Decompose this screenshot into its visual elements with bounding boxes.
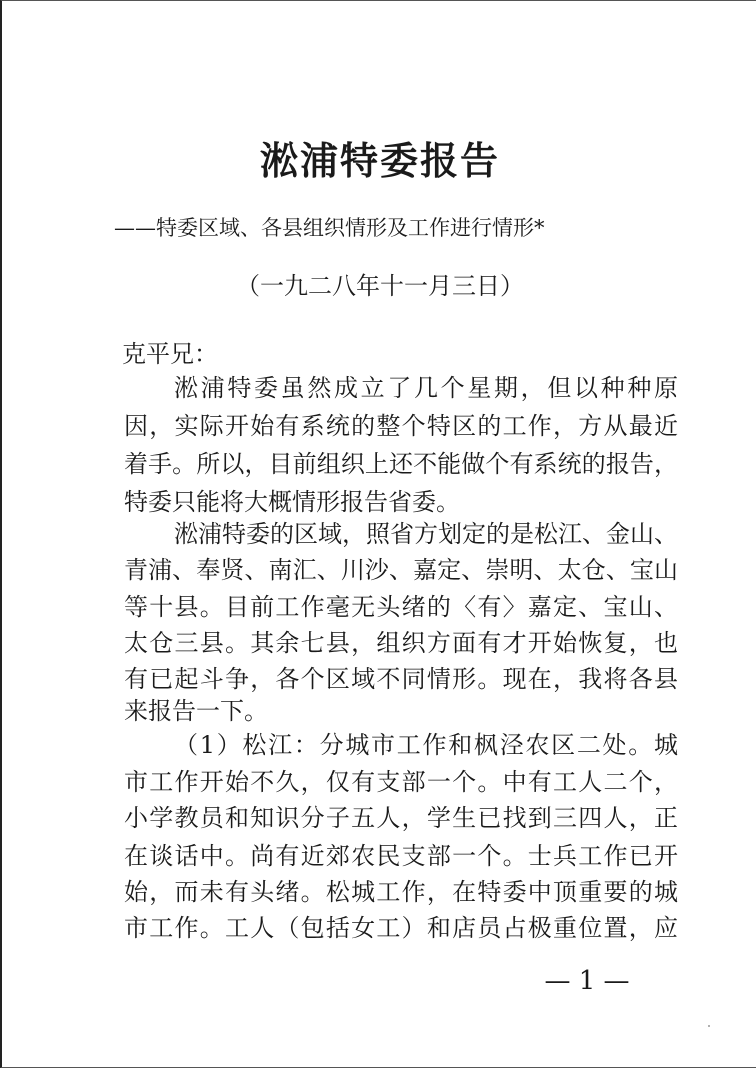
body-line: 淞浦特委的区域，照省方划定的是松江、金山、 (174, 520, 678, 548)
body-line: 来报告一下。 (124, 697, 268, 725)
body-line: 始，而未有头绪。松城工作，在特委中顶重要的城 (124, 878, 678, 906)
document-subtitle: ——特委区域、各县组织情形及工作进行情形* (114, 216, 545, 240)
body-line: 青浦、奉贤、南汇、川沙、嘉定、崇明、太仓、宝山 (124, 556, 678, 584)
body-line: （1）松江：分城市工作和枫泾农区二处。城 (174, 731, 678, 759)
document-title: 淞浦特委报告 (259, 138, 500, 183)
body-line: 市工作。工人（包括女工）和店员占极重位置，应 (124, 914, 678, 942)
body-line: 在谈话中。尚有近郊农民支部一个。士兵工作已开 (124, 842, 678, 870)
body-line: 市工作开始不久，仅有支部一个。中有工人二个， (124, 768, 678, 796)
body-line: 因，实际开始有系统的整个特区的工作，方从最近 (124, 412, 678, 440)
body-line: 等十县。目前工作毫无头绪的〈有〉嘉定、宝山、 (124, 593, 678, 621)
body-line: 有已起斗争，各个区域不同情形。现在，我将各县 (124, 665, 678, 693)
body-line: 太仓三县。其余七县，组织方面有才开始恢复，也 (124, 629, 678, 657)
body-line: 小学教员和知识分子五人，学生已找到三四人，正 (124, 804, 678, 832)
salutation: 克平兄： (122, 340, 218, 368)
body-line: 着手。所以，目前组织上还不能做个有系统的报告， (124, 450, 678, 478)
page-number: — 1 — (544, 966, 630, 996)
document-date: （一九二八年十一月三日） (236, 272, 524, 300)
body-line: 淞浦特委虽然成立了几个星期，但以种种原 (174, 374, 678, 402)
scan-speck (708, 1025, 710, 1027)
body-line: 特委只能将大概情形报告省委。 (124, 488, 460, 516)
